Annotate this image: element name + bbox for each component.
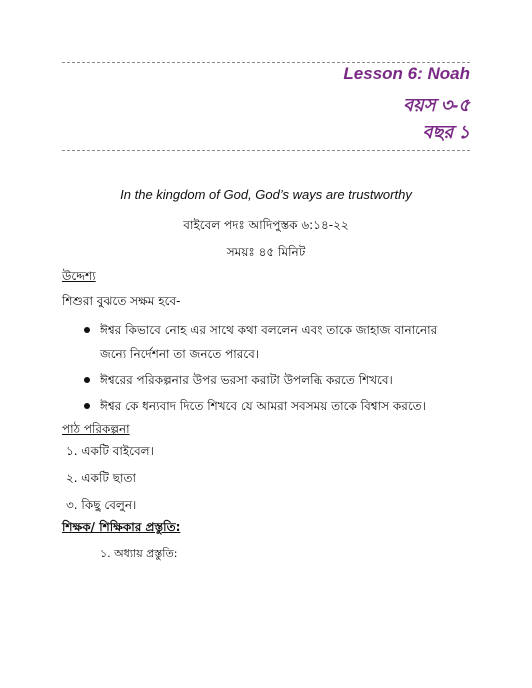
objective-item-2 [84, 368, 464, 392]
teacher-prep-item: ১. অধ্যায় প্রস্তুতি: [100, 547, 178, 560]
objective-item-1 [84, 318, 464, 366]
lesson-plan-item: ১. একটি বাইবেল। [66, 444, 154, 458]
lesson-plan-item: ২. একটি ছাতা [66, 471, 136, 485]
objectives-heading: উদ্দেশ্য [62, 269, 96, 283]
bullet-icon [84, 403, 90, 409]
bottom-divider [62, 150, 470, 151]
lesson-title: Lesson 6: Noah [343, 64, 470, 83]
age-range: বয়স ৩-৫ [403, 95, 470, 115]
bullet-icon [84, 377, 90, 383]
objective-line: ঈশ্বর কে ধন্যবাদ দিতে শিখবে যে আমরা সবসময় তাকে বিশ্বাস করতে। [100, 399, 426, 413]
lesson-duration: সময়ঃ ৪৫ মিনিট [226, 245, 306, 259]
objective-line: ঈশ্বরের পরিকল্পনার উপর ভরসা করাটা উপলব্ধি করতে শিখবে। [100, 373, 393, 387]
top-divider [62, 62, 470, 63]
lesson-plan-item: ৩. কিছু বেলুন। [66, 498, 137, 512]
lesson-plan-heading: পাঠ পরিকল্পনা [62, 422, 130, 436]
bible-passage: বাইবেল পদঃ আদিপুস্তক ৬:১৪-২২ [183, 218, 349, 232]
year-label: বছর ১ [422, 122, 470, 142]
lesson-theme: In the kingdom of God, God’s ways are trustworthy [120, 187, 412, 202]
bullet-icon [84, 327, 90, 333]
objectives-intro: শিশুরা বুঝতে সক্ষম হবে- [62, 294, 181, 308]
objective-line: ঈশ্বর কিভাবে নোহ এর সাথে কথা বললেন এবং তাকে জাহাজ বানানোর [100, 323, 438, 337]
teacher-prep-heading: শিক্ষক/ শিক্ষিকার প্রস্তুতি: [62, 520, 181, 534]
objective-line: জন্যে নির্দেশনা তা জনতে পারবে। [100, 347, 260, 361]
objective-item-3 [84, 394, 464, 418]
